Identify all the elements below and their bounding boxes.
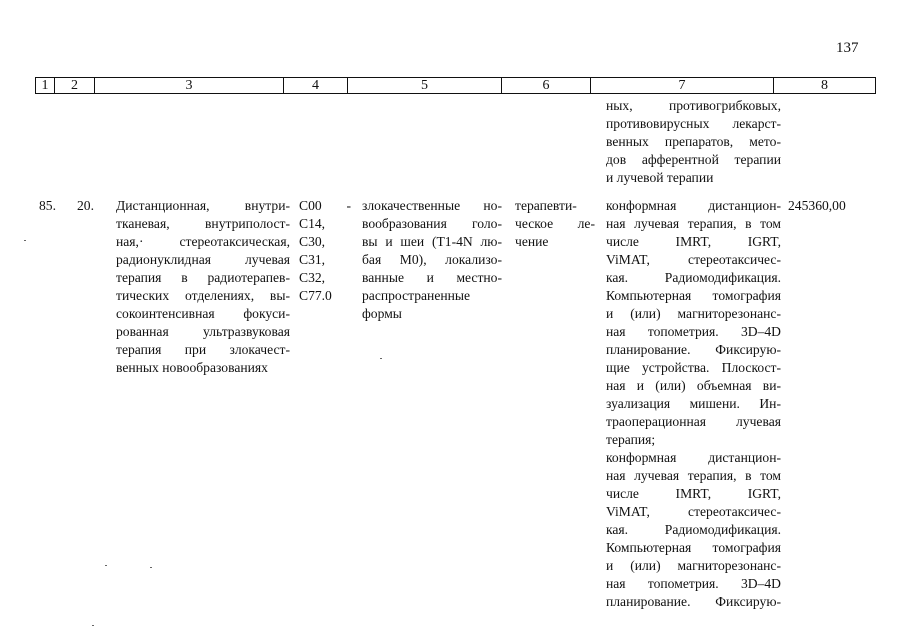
- text-line: ванные и местно-: [362, 270, 502, 285]
- column-header-2: 2: [55, 78, 95, 94]
- text-line: венных новообразованиях: [116, 360, 268, 375]
- text-line: формы: [362, 306, 402, 321]
- text-line: вообразования голо-: [362, 216, 502, 231]
- text-line: C32,: [299, 270, 326, 285]
- text-line: числе IMRT, IGRT,: [606, 486, 781, 501]
- scan-speck: [150, 567, 152, 568]
- text-line: противовирусных лекарст-: [606, 116, 781, 131]
- scan-speck: [105, 565, 107, 566]
- treatment-type: [515, 197, 595, 251]
- column-header-7: 7: [591, 78, 774, 94]
- icd-codes: [299, 197, 351, 305]
- text-line: тканевая, внутриполост-: [116, 216, 290, 231]
- text-line: C00 -: [299, 198, 351, 213]
- text-line: сокоинтенсивная фокуси-: [116, 306, 290, 321]
- text-line: рованная ультразвуковая: [116, 324, 290, 339]
- scan-speck: [92, 625, 94, 626]
- text-line: C30,: [299, 234, 326, 249]
- column-number-header: [35, 77, 876, 94]
- text-line: Дистанционная, внутри-: [116, 198, 290, 213]
- text-line: кая. Радиомодификация.: [606, 270, 781, 285]
- column-header-6: 6: [502, 78, 591, 94]
- text-line: C31,: [299, 252, 326, 267]
- text-line: терапевти-: [515, 198, 577, 213]
- text-line: чение: [515, 234, 549, 249]
- text-line: терапия при злокачест-: [116, 342, 290, 357]
- column-header-3: 3: [95, 78, 284, 94]
- text-line: ViMAT, стереотаксичес-: [606, 504, 781, 519]
- text-line: ных, противогрибковых,: [606, 98, 781, 113]
- text-line: и (или) магниторезонанс-: [606, 558, 781, 573]
- continuation-col7: [606, 97, 781, 187]
- text-line: ViMAT, стереотаксичес-: [606, 252, 781, 267]
- text-line: и лучевой терапии: [606, 170, 714, 185]
- column-header-4: 4: [284, 78, 348, 94]
- text-line: конформная дистанцион-: [606, 198, 781, 213]
- text-line: ная и (или) объемная ви-: [606, 378, 781, 393]
- page-number: 137: [836, 40, 859, 56]
- treatment-method: [116, 197, 290, 377]
- text-line: кая. Радиомодификация.: [606, 522, 781, 537]
- text-line: дов афферентной терапии: [606, 152, 781, 167]
- patient-model: [362, 197, 502, 323]
- text-line: Компьютерная томография: [606, 288, 781, 303]
- text-line: венных препаратов, мето-: [606, 134, 781, 149]
- column-header-8: 8: [774, 78, 876, 94]
- text-line: распространенные: [362, 288, 471, 303]
- text-line: и (или) магниторезонанс-: [606, 306, 781, 321]
- text-line: злокачественные но-: [362, 198, 502, 213]
- cost-value: 245360,00: [788, 198, 846, 213]
- text-line: ная лучевая терапия, в том: [606, 468, 781, 483]
- text-line: щие устройства. Плоскост-: [606, 360, 781, 375]
- text-line: планирование. Фиксирую-: [606, 342, 781, 357]
- column-header-1: 1: [36, 78, 55, 94]
- text-line: тических отделениях, вы-: [116, 288, 290, 303]
- column-header-5: 5: [348, 78, 502, 94]
- text-line: вы и шеи (T1-4N лю-: [362, 234, 502, 249]
- text-line: траоперационная лучевая: [606, 414, 781, 429]
- text-line: конформная дистанцион-: [606, 450, 781, 465]
- text-line: планирование. Фиксирую-: [606, 594, 781, 609]
- text-line: ная,· стереотаксическая,: [116, 234, 290, 249]
- group-number: 20.: [77, 198, 94, 213]
- text-line: терапия;: [606, 432, 656, 447]
- text-line: бая M0), локализо-: [362, 252, 502, 267]
- scan-speck: [24, 240, 26, 241]
- text-line: терапия в радиотерапев-: [116, 270, 290, 285]
- text-line: ческое ле-: [515, 216, 595, 231]
- text-line: ная топометрия. 3D–4D: [606, 324, 781, 339]
- text-line: числе IMRT, IGRT,: [606, 234, 781, 249]
- text-line: C77.0: [299, 288, 332, 303]
- text-line: радионуклидная лучевая: [116, 252, 290, 267]
- scan-speck: [380, 358, 382, 359]
- text-line: C14,: [299, 216, 326, 231]
- treatment-description: [606, 197, 781, 611]
- text-line: ная лучевая терапия, в том: [606, 216, 781, 231]
- text-line: ная топометрия. 3D–4D: [606, 576, 781, 591]
- row-number: 85.: [39, 198, 56, 213]
- text-line: Компьютерная томография: [606, 540, 781, 555]
- text-line: зуализация мишени. Ин-: [606, 396, 781, 411]
